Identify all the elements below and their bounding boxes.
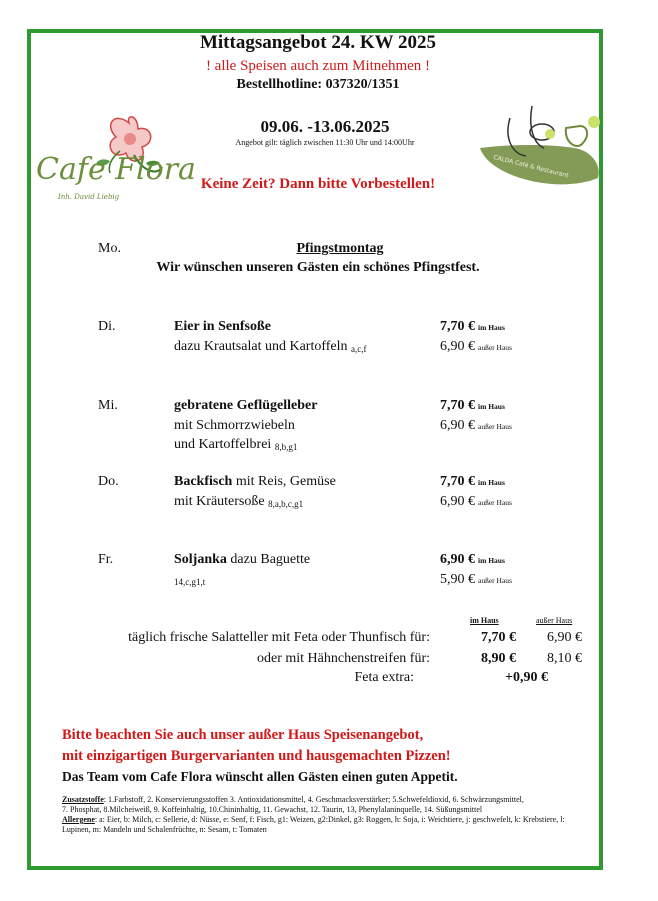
salad-label: täglich frische Salatteller mit Feta oder Thunfisch für:	[128, 630, 430, 645]
preorder-notice: Keine Zeit? Dann bitte Vorbestellen!	[200, 176, 436, 192]
dish-name: Backfisch mit Reis, Gemüse	[174, 474, 336, 489]
svg-text:CALDA Café & Restaurant: CALDA Café & Restaurant	[492, 153, 570, 180]
day-label: Do.	[98, 474, 119, 489]
salad-label: oder mit Hähnchenstreifen für:	[257, 651, 430, 666]
salad-price-in: 8,90 €	[481, 651, 516, 666]
holiday-title: Pfingstmontag	[296, 241, 384, 256]
day-label: Mi.	[98, 398, 118, 413]
dish-sides: mit Schmorrzwiebeln	[174, 418, 295, 433]
takeaway-notice: ! alle Speisen auch zum Mitnehmen !	[205, 58, 431, 74]
price-in-house: 7,70 € im Haus	[440, 319, 505, 334]
dish-sides: dazu Krautsalat und Kartoffeln a,c,f	[174, 339, 367, 354]
price-in-house: 7,70 € im Haus	[440, 398, 505, 413]
dish-allergen-codes: 14,c,g1,t	[174, 577, 206, 587]
price-takeaway: 6,90 € außer Haus	[440, 418, 512, 433]
footer-notice: Bitte beachten Sie auch unser außer Haus Speisenangebot,	[62, 727, 424, 743]
svg-text:Cafe Flora: Cafe Flora	[36, 152, 196, 187]
holiday-message: Wir wünschen unseren Gästen ein schönes Pfingstfest.	[156, 260, 480, 275]
dish-name: Eier in Senfsoße	[174, 319, 271, 334]
price-takeaway: 6,90 € außer Haus	[440, 494, 512, 509]
price-in-house: 7,70 € im Haus	[440, 474, 505, 489]
dish-name: Soljanka dazu Baguette	[174, 552, 311, 567]
price-takeaway: 6,90 € außer Haus	[440, 339, 512, 354]
dish-name: gebratene Geflügelleber	[174, 398, 318, 413]
salad-header-in: im Haus	[470, 616, 499, 625]
salad-price-out: 8,10 €	[547, 651, 582, 666]
cafe-flora-logo	[34, 103, 196, 218]
validity-note: Angebot gilt: täglich zwischen 11:30 Uhr und 14:00Uhr	[235, 138, 415, 147]
svg-text:Inh. David Liebig: Inh. David Liebig	[58, 193, 120, 201]
allergen-legend: Zusatzstoffe: 1.Farbstoff, 2. Konservierungsstoffen 3. Antioxidationsmittel, 4. Geschmacksverstärker; 5.Schwefeldioxid, 6. Schwärzungsmittel, 7. Phosphat, 8.Milcheiweiß, 9. Koffeinhaltig, 10.Chininhaltig, 11. Gewachst, 12. Taurin, 13, Phenylalaninquelle, 14. Süßungsmittel Allergene: a: Eier, b: Milch, c: Sellerie, d: Nüsse, e: Senf, f: Fisch, g1: Weizen, g2:Dinkel, g3: Roggen, h: Soja, i: Weichtiere, j: geschwefelt, k: Krebstiere, l: Lupinen, m: Mandeln und Schalenfrüchte, n: Sesam, t: Tomaten	[62, 795, 565, 834]
footer-notice: mit einzigartigen Burgervarianten und hausgemachten Pizzen!	[62, 748, 451, 764]
price-in-house: 6,90 € im Haus	[440, 552, 505, 567]
dish-sides: und Kartoffelbrei 8,b,g1	[174, 437, 298, 452]
calda-logo	[470, 98, 610, 203]
dish-sides: mit Kräutersoße 8,a,b,c,g1	[174, 494, 304, 509]
salad-label: Feta extra:	[354, 670, 414, 685]
salad-price-out: 6,90 €	[547, 630, 582, 645]
day-label-mo: Mo.	[98, 241, 121, 256]
order-hotline: Bestellhotline: 037320/1351	[236, 77, 400, 92]
salad-price-in: +0,90 €	[505, 670, 548, 685]
price-takeaway: 5,90 € außer Haus	[440, 572, 512, 587]
day-label: Fr.	[98, 552, 114, 567]
week-dates: 09.06. -13.06.2025	[260, 117, 390, 136]
day-label: Di.	[98, 319, 116, 334]
salad-price-in: 7,70 €	[481, 630, 516, 645]
page-title: Mittagsangebot 24. KW 2025	[199, 32, 437, 53]
team-greeting: Das Team vom Cafe Flora wünscht allen Gästen einen guten Appetit.	[62, 769, 458, 784]
salad-header-out: außer Haus	[536, 616, 573, 625]
